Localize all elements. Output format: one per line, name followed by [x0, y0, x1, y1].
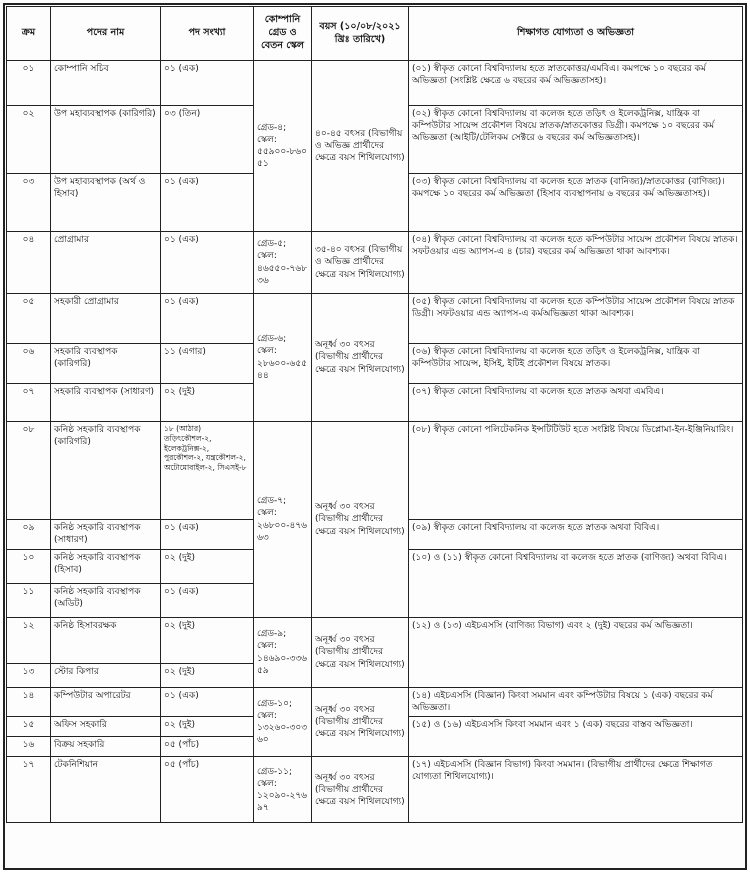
table-row: [7, 232, 743, 294]
post-cell: উপ মহাব্যবস্থাপক (অর্থ ও হিসাব): [51, 174, 161, 232]
post-cell: স্টোর কিপার: [51, 664, 161, 688]
serial-cell: ০৯: [7, 520, 51, 550]
post-cell: কম্পিউটার অপারেটর: [51, 688, 161, 717]
count-cell: ১১ (এগার): [161, 344, 254, 384]
qualification-cell: (০৩) স্বীকৃত কোনো বিশ্ববিদ্যালয় বা কলেজ হতে স্নাতক (বানিজ্য)/স্নাতকোত্তর (বাণিজ্য)। কমপক্ষে ১০ বছরের কর্ম অভিজ্ঞতা (হিসাব ব্যবস্থাপনায় ৬ বছরের কর্ম অভিজ্ঞতাসহ)।: [409, 174, 743, 232]
grade-cell: গ্রেড-৯; স্কেল: ১৪৬৯০-৩৩৬৫৯: [254, 618, 312, 688]
count-cell: ০২ (দুই): [161, 664, 254, 688]
header-grade: কোম্পানি গ্রেড ও বেতন স্কেল: [254, 7, 312, 61]
count-cell: ০১ (এক): [161, 688, 254, 717]
serial-cell: ০৭: [7, 384, 51, 422]
serial-cell: ০৮: [7, 422, 51, 520]
qualification-cell: (১৭) এইচএসসি (বিজ্ঞান বিভাগ) কিংবা সমমান। (বিভাগীয় প্রার্থীদের ক্ষেত্রে শিক্ষাগত যোগ্যতা শিথিলযোগ্য)।: [409, 757, 743, 823]
table-row: [7, 61, 743, 106]
qualification-cell: (১৪) এইচএসসি (বিজ্ঞান) কিংবা সমমান এবং কম্পিউটার বিষয়ে ১ (এক) বছরের কর্ম অভিজ্ঞতা।: [409, 688, 743, 717]
serial-cell: ১৩: [7, 664, 51, 688]
post-cell: কনিষ্ঠ সহকারি ব্যবস্থাপক (কারিগরি): [51, 422, 161, 520]
count-cell: ০১ (এক): [161, 61, 254, 106]
serial-cell: ১১: [7, 584, 51, 618]
grade-cell: গ্রেড-১০; স্কেল: ১৩২৬০-৩০৩৬০: [254, 688, 312, 757]
serial-cell: ১৪: [7, 688, 51, 717]
qualification-cell: (০৫) স্বীকৃত কোনো বিশ্ববিদ্যালয় বা কলেজ হতে কম্পিউটার সায়েন্স প্রকৌশল বিষয়ে স্নাতক ডিগ্রী। সফটওয়ার এন্ড অ্যাপস-এ কর্মঅভিজ্ঞতা থাকা আবশ্যক।: [409, 294, 743, 344]
post-cell: কনিষ্ঠ সহকারি ব্যবস্থাপক (সাধারণ): [51, 520, 161, 550]
age-cell: অনূর্ধ্ব ৩০ বৎসর (বিভাগীয় প্রার্থীদের ক্ষেত্রে বয়স শিথিলযোগ্য): [312, 757, 409, 823]
table-row: [7, 422, 743, 520]
post-cell: বিক্রয় সহকারি: [51, 737, 161, 757]
grade-cell: গ্রেড-৭; স্কেল: ২৬৮০০-৪৭৬৬৩: [254, 422, 312, 618]
age-cell: ৪০-৪৫ বৎসর (বিভাগীয় ও অভিজ্ঞ প্রার্থীদের ক্ষেত্রে বয়স শিথিলযোগ্য): [312, 61, 409, 232]
grade-cell: গ্রেড-৫; স্কেল: ৪৬৫৫০-৭৬৮৩৬: [254, 232, 312, 294]
count-cell: ০২ (দুই): [161, 550, 254, 584]
post-cell: সহকারি ব্যবস্থাপক (সাধারণ): [51, 384, 161, 422]
header-qualification: শিক্ষাগত যোগ্যতা ও অভিজ্ঞতা: [409, 7, 743, 61]
qualification-cell: (১০) ও (১১) স্বীকৃত কোনো বিশ্ববিদ্যালয় বা কলেজ হতে স্নাতক (বাণিজ্য) অথবা বিবিএ।: [409, 550, 743, 618]
age-cell: অনূর্ধ্ব ৩০ বৎসর (বিভাগীয় প্রার্থীদের ক্ষেত্রে বয়স শিথিলযোগ্য): [312, 294, 409, 422]
table-row: [7, 294, 743, 344]
age-cell: ৩৫-৪০ বৎসর (বিভাগীয় ও অভিজ্ঞ প্রার্থীদের ক্ষেত্রে বয়স শিথিলযোগ্য): [312, 232, 409, 294]
qualification-cell: (০৬) স্বীকৃত কোনো বিশ্ববিদ্যালয় বা কলেজ হতে তড়িৎ ও ইলেকট্রনিক্স, যান্ত্রিক বা কম্পিউটার সায়েন্স, ইসিই, ইটিই প্রকৌশল বিষয়ে স্নাতক।: [409, 344, 743, 384]
post-cell: কোম্পানি সচিব: [51, 61, 161, 106]
qualification-cell: (১২) ও (১৩) এইচএসসি (বাণিজ্য বিভাগ) এবং ২ (দুই) বছরের কর্ম অভিজ্ঞতা।: [409, 618, 743, 688]
count-cell: ০২ (দুই): [161, 618, 254, 664]
count-cell: ০১ (এক): [161, 584, 254, 618]
qualification-cell: (০১) স্বীকৃত কোনো বিশ্ববিদ্যালয় হতে স্নাতকোত্তর/এমবিএ। কমপক্ষে ১০ বছরের কর্ম অভিজ্ঞতা (সংশ্লিষ্ট ক্ষেত্রে ৬ বছরের কর্ম অভিজ্ঞতাসহ)।: [409, 61, 743, 106]
serial-cell: ০২: [7, 106, 51, 174]
count-cell: ০১ (এক): [161, 174, 254, 232]
serial-cell: ০৬: [7, 344, 51, 384]
post-cell: উপ মহাব্যবস্থাপক (কারিগরি): [51, 106, 161, 174]
count-cell: ০১ (এক): [161, 520, 254, 550]
table-row: [7, 757, 743, 823]
grade-cell: গ্রেড-৪; স্কেল: ৫৫৯০০-৮৬০৫১: [254, 61, 312, 232]
count-cell: ১৮ (আঠার) তড়িৎকৌশল-২, ইলেকট্রনিক্স-২, পুরকৌশল-২, যন্ত্রকৌশল-২, অটোমোবাইল-২, সিএসই-৮: [161, 422, 254, 520]
age-cell: অনূর্ধ্ব ৩০ বৎসর (বিভাগীয় প্রার্থীদের ক্ষেত্রে বয়স শিথিলযোগ্য): [312, 688, 409, 757]
post-cell: প্রোগ্রামার: [51, 232, 161, 294]
qualification-cell: (০৭) স্বীকৃত কোনো বিশ্ববিদ্যালয় বা কলেজ হতে স্নাতক অথবা এমবিএ।: [409, 384, 743, 422]
serial-cell: ১২: [7, 618, 51, 664]
header-serial: ক্রম: [7, 7, 51, 61]
qualification-cell: (১৫) ও (১৬) এইচএসসি কিংবা সমমান এবং ১ (এক) বছরের বাস্তব অভিজ্ঞতা।: [409, 717, 743, 757]
serial-cell: ১৫: [7, 717, 51, 737]
serial-cell: ০৪: [7, 232, 51, 294]
post-cell: কনিষ্ঠ সহকারি ব্যবস্থাপক (অডিট): [51, 584, 161, 618]
header-post: পদের নাম: [51, 7, 161, 61]
serial-cell: ০৫: [7, 294, 51, 344]
qualification-cell: (০৯) স্বীকৃত কোনো বিশ্ববিদ্যালয় বা কলেজ হতে স্নাতক অথবা বিবিএ।: [409, 520, 743, 550]
header-age: বয়স (১০/০৮/২০২১ খ্রিঃ তারিখে): [312, 7, 409, 61]
serial-cell: ১০: [7, 550, 51, 584]
serial-cell: ১৬: [7, 737, 51, 757]
count-cell: ০৫ (পাঁচ): [161, 757, 254, 823]
count-cell: ০২ (দুই): [161, 717, 254, 737]
post-cell: অফিস সহকারি: [51, 717, 161, 737]
post-cell: টেকনিশিয়ান: [51, 757, 161, 823]
qualification-cell: (০২) স্বীকৃত কোনো বিশ্ববিদ্যালয় বা কলেজ হতে তড়িৎ ও ইলেকট্রনিক্স, যান্ত্রিক বা কম্পিউটার সায়েন্স প্রকৌশল বিষয়ে স্নাতক/স্নাতকোত্তর ডিগ্রী। কমপক্ষে ১০ বছরের কর্ম অভিজ্ঞতা (আইটি/টেলিকম সেক্টরে ৬ বছরের কর্ম অভিজ্ঞতাসহ)।: [409, 106, 743, 174]
job-vacancy-table: [6, 6, 743, 823]
grade-cell: গ্রেড-৬; স্কেল: ২৮৬০০-৬৫৫৪৪: [254, 294, 312, 422]
count-cell: ০৩ (তিন): [161, 106, 254, 174]
serial-cell: ০১: [7, 61, 51, 106]
serial-cell: ০৩: [7, 174, 51, 232]
job-circular-page: [3, 3, 747, 870]
age-cell: অনূর্ধ্ব ৩০ বৎসর (বিভাগীয় প্রার্থীদের ক্ষেত্রে বয়স শিথিলযোগ্য): [312, 618, 409, 688]
post-cell: সহকারী প্রোগ্রামার: [51, 294, 161, 344]
count-cell: ০১ (এক): [161, 232, 254, 294]
table-header-row: [7, 7, 743, 61]
post-cell: কনিষ্ঠ হিসাবরক্ষক: [51, 618, 161, 664]
count-cell: ০২ (দুই): [161, 384, 254, 422]
table-row: [7, 688, 743, 717]
header-count: পদ সংখ্যা: [161, 7, 254, 61]
post-cell: সহকারি ব্যবস্থাপক (কারিগরি): [51, 344, 161, 384]
qualification-cell: (০৪) স্বীকৃত কোনো বিশ্ববিদ্যালয় বা কলেজ হতে কম্পিউটার সায়েন্স প্রকৌশল বিষয়ে স্নাতক। সফটওয়ার এন্ড অ্যাপস-এ ৪ (চার) বছরের কর্ম অভিজ্ঞতা থাকা আবশ্যক।: [409, 232, 743, 294]
grade-cell: গ্রেড-১১; স্কেল: ১২০৯০-২৭৬৯৭: [254, 757, 312, 823]
table-row: [7, 618, 743, 664]
age-cell: অনূর্ধ্ব ৩০ বৎসর (বিভাগীয় প্রার্থীদের ক্ষেত্রে বয়স শিথিলযোগ্য): [312, 422, 409, 618]
post-cell: কনিষ্ঠ সহকারি ব্যবস্থাপক (হিসাব): [51, 550, 161, 584]
count-cell: ০৫ (পাঁচ): [161, 737, 254, 757]
count-cell: ০১ (এক): [161, 294, 254, 344]
qualification-cell: (০৮) স্বীকৃত কোনো পলিটেকনিক ইন্সটিটিউট হতে সংশ্লিষ্ট বিষয়ে ডিপ্লোমা-ইন-ইঞ্জিনিয়ারিং।: [409, 422, 743, 520]
serial-cell: ১৭: [7, 757, 51, 823]
